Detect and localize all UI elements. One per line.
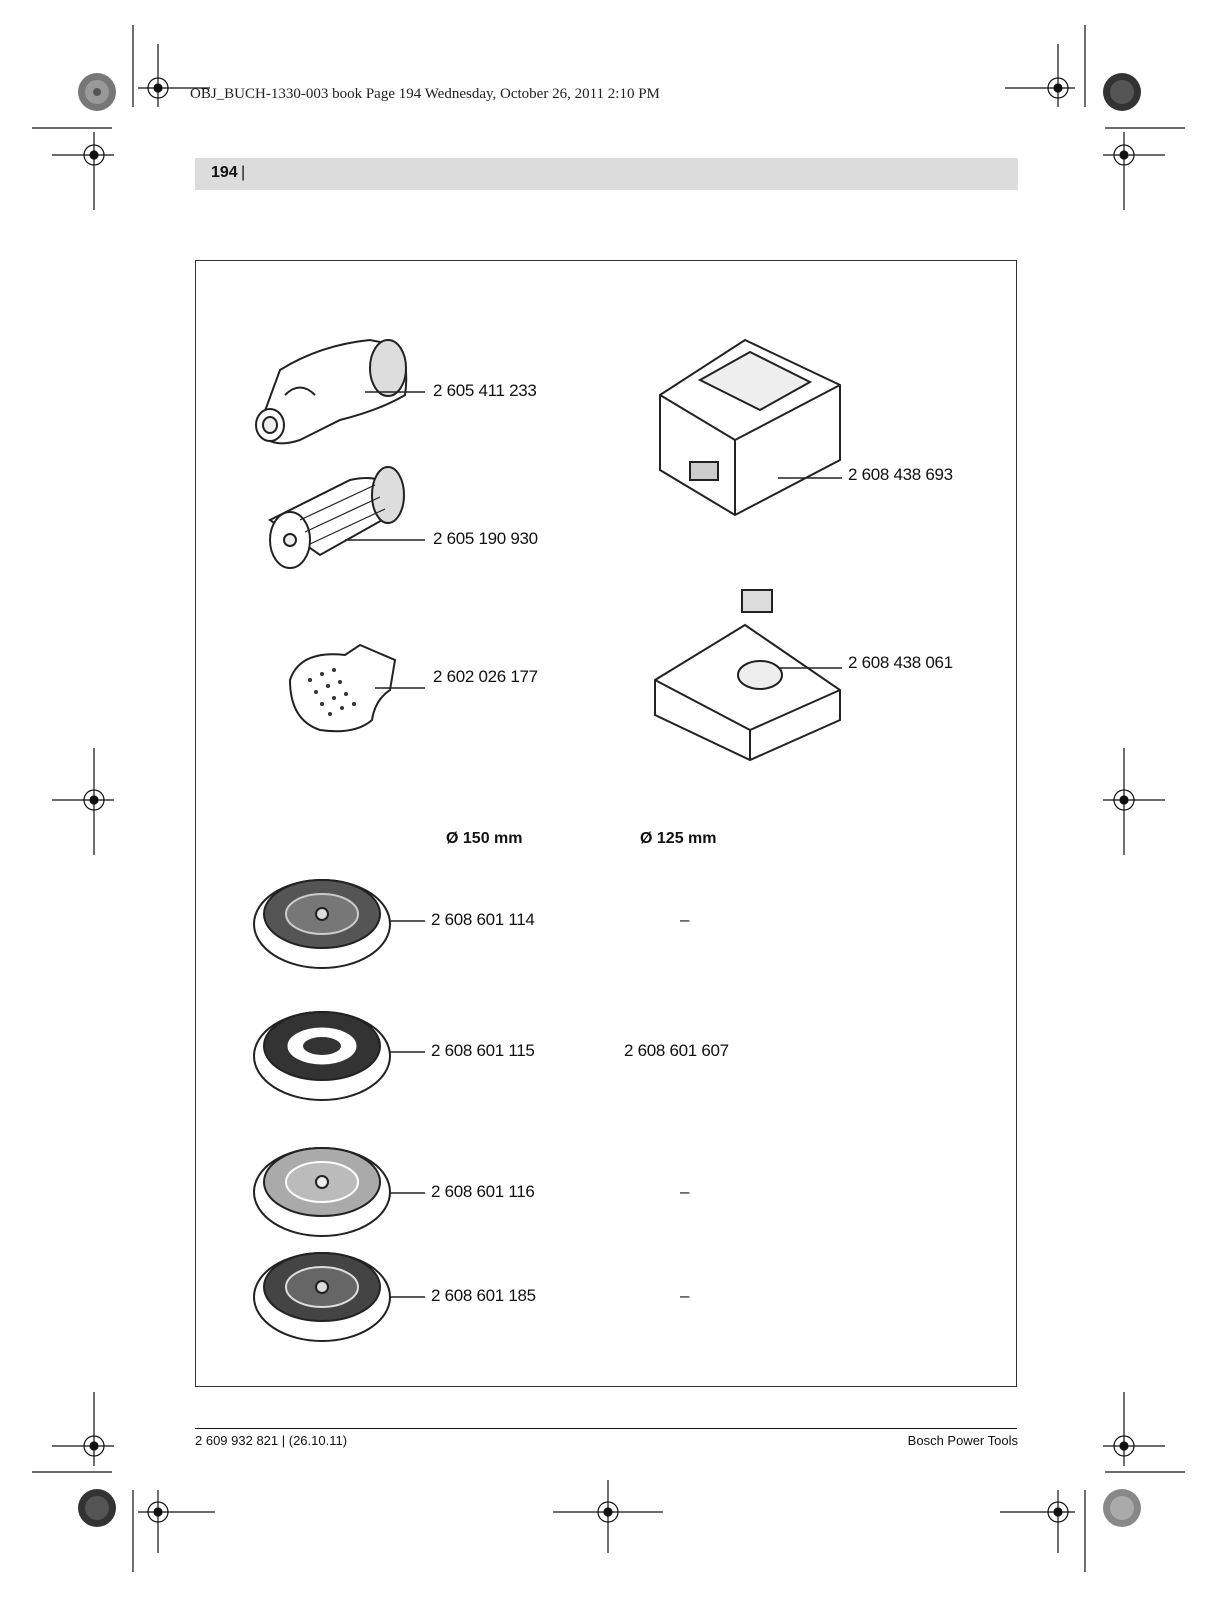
case-insert-illustration: [655, 590, 842, 760]
document-reference: 2 609 932 821 | (26.10.11): [195, 1433, 348, 1448]
column-header-150mm: Ø 150 mm: [446, 830, 523, 847]
pad-row-2-125mm: 2 608 601 607: [624, 1041, 729, 1060]
sanding-pad-4-illustration: [254, 1253, 425, 1341]
carrying-case-illustration: [660, 340, 842, 515]
pad-row-1-150mm: 2 608 601 114: [431, 910, 535, 929]
sanding-pad-2-illustration: [254, 1012, 425, 1100]
sanding-pad-3-illustration: [254, 1148, 425, 1236]
pad-row-3-125mm: –: [680, 1182, 690, 1201]
pad-row-2-150mm: 2 608 601 115: [431, 1041, 535, 1060]
filter-part-number: 2 605 190 930: [433, 529, 538, 548]
case-part-number: 2 608 438 693: [848, 465, 953, 484]
pad-row-4-125mm: –: [680, 1286, 690, 1305]
page-number-separator: |: [241, 164, 246, 181]
print-slug: OBJ_BUCH-1330-003 book Page 194 Wednesday, October 26, 2011 2:10 PM: [190, 86, 660, 102]
pad-row-3-150mm: 2 608 601 116: [431, 1182, 535, 1201]
sanding-pad-1-illustration: [254, 880, 425, 968]
adapter-part-number: 2 602 026 177: [433, 667, 538, 686]
micro-filter-illustration: [270, 467, 425, 568]
brand-footer: Bosch Power Tools: [907, 1433, 1018, 1448]
pad-row-4-150mm: 2 608 601 185: [431, 1286, 536, 1305]
insert-part-number: 2 608 438 061: [848, 653, 953, 672]
nozzle-part-number: 2 605 411 233: [433, 381, 537, 400]
column-header-125mm: Ø 125 mm: [640, 830, 717, 847]
page-number: 194: [211, 164, 238, 181]
footer-rule: [195, 1428, 1017, 1429]
adapter-illustration: [290, 645, 425, 731]
pad-row-1-125mm: –: [680, 910, 690, 929]
dust-nozzle-illustration: [256, 340, 425, 443]
